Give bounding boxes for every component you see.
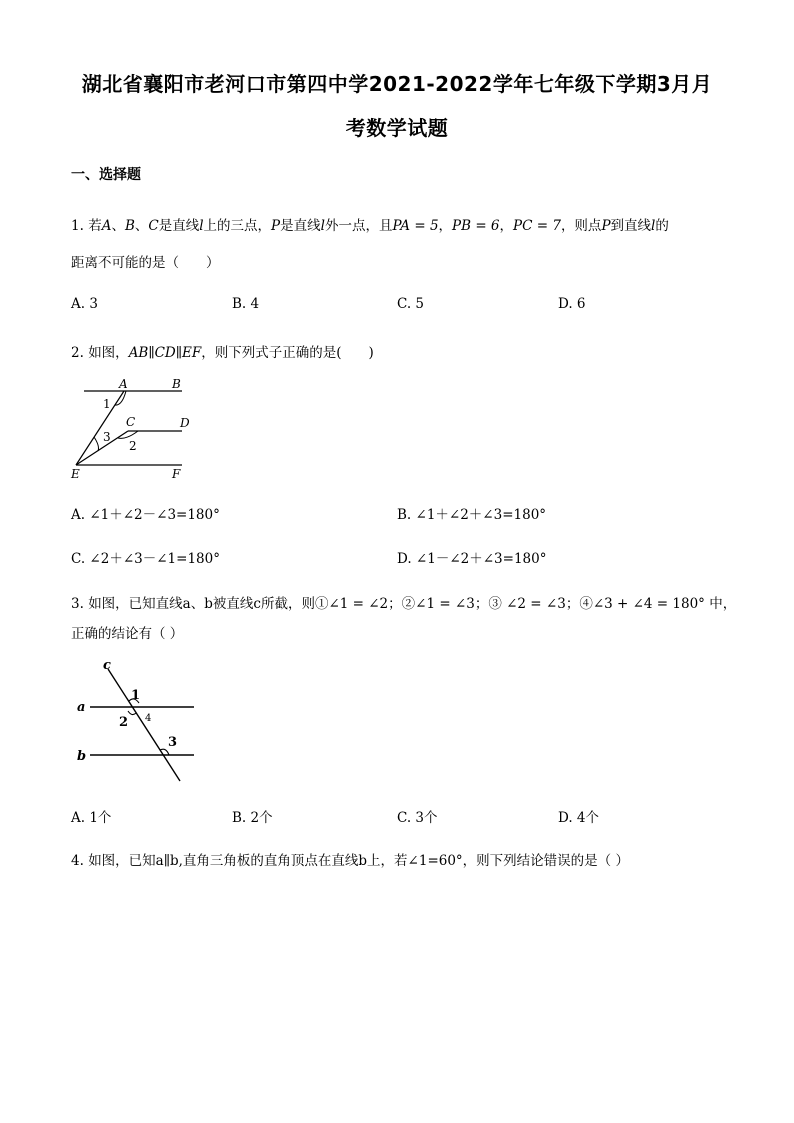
- fig3-label-a: a: [77, 700, 86, 715]
- q1-option-c[interactable]: C. 5: [397, 296, 425, 312]
- q2-option-a[interactable]: A. ∠1＋∠2－∠3=180°: [71, 507, 220, 523]
- q2-option-d[interactable]: D. ∠1－∠2＋∠3=180°: [397, 551, 547, 567]
- question-1-stem-line-2: 距离不可能的是（ ）: [71, 255, 220, 271]
- fig2-angle-2: 2: [129, 439, 137, 453]
- section-heading: 一、选择题: [71, 167, 141, 183]
- q2-option-c[interactable]: C. ∠2＋∠3－∠1=180°: [71, 551, 220, 567]
- fig2-label-b: B: [172, 377, 181, 391]
- question-4-stem: 4. 如图，已知a∥b,直角三角板的直角顶点在直线b上，若∠1=60°，则下列结论错误的是（ ）: [71, 853, 629, 869]
- q1-option-d[interactable]: D. 6: [558, 296, 586, 312]
- fig3-angle-4: 4: [145, 713, 152, 724]
- question-2-stem: 2. 如图，AB∥CD∥EF，则下列式子正确的是( ): [71, 345, 374, 361]
- parallel-lines-figure-q2: [66, 374, 206, 482]
- q1-option-b[interactable]: B. 4: [232, 296, 260, 312]
- q3-option-c[interactable]: C. 3个: [397, 810, 438, 826]
- fig3-angle-3: 3: [168, 735, 178, 750]
- fig3-angle-1: 1: [131, 688, 141, 703]
- question-3-stem-line-2: 正确的结论有（ ）: [71, 626, 184, 642]
- fig2-label-f: F: [172, 467, 181, 481]
- question-3-stem: 3. 如图，已知直线a、b被直线c所截，则①∠1 = ∠2；②∠1 = ∠3；③ ∠2 = ∠3；④∠3 + ∠4 = 180° 中，: [71, 596, 737, 612]
- fig2-angle-3: 3: [103, 430, 111, 444]
- document-title-line-2: 考数学试题: [345, 116, 449, 140]
- document-title-line-1: 湖北省襄阳市老河口市第四中学2021-2022学年七年级下学期3月月: [81, 72, 713, 96]
- fig2-label-e: E: [71, 467, 80, 481]
- q3-option-a[interactable]: A. 1个: [71, 810, 112, 826]
- fig2-label-c: C: [126, 415, 136, 429]
- fig2-angle-1: 1: [103, 397, 111, 411]
- q3-option-b[interactable]: B. 2个: [232, 810, 273, 826]
- q1-option-a[interactable]: A. 3: [71, 296, 98, 312]
- fig2-label-d: D: [180, 416, 190, 430]
- fig3-angle-2: 2: [119, 715, 129, 730]
- transversal-figure-q3: [72, 655, 202, 785]
- fig2-label-a: A: [119, 377, 128, 391]
- fig3-label-b: b: [77, 749, 87, 764]
- question-1-stem: 1. 若A、B、C是直线l上的三点，P是直线l外一点，且PA = 5，PB = 6，PC = 7，则点P到直线l的: [71, 218, 669, 234]
- q3-option-d[interactable]: D. 4个: [558, 810, 600, 826]
- fig3-label-c: c: [103, 658, 111, 673]
- q2-option-b[interactable]: B. ∠1＋∠2＋∠3=180°: [397, 507, 547, 523]
